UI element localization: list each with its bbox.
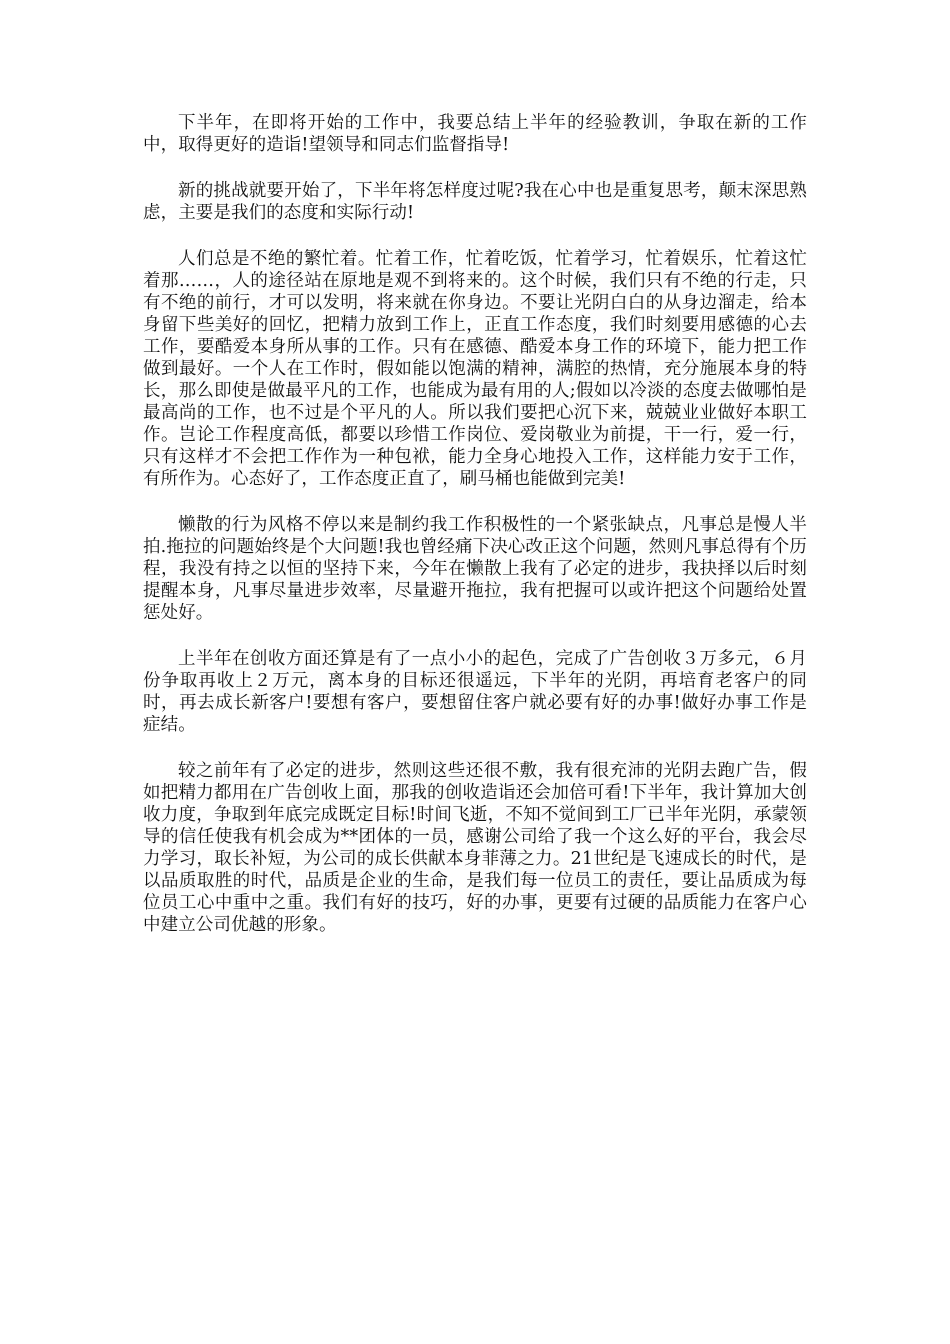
paragraph-4: 懒散的行为风格不停以来是制约我工作积极性的一个紧张缺点，凡事总是慢人半拍.拖拉的问题始终是个大问题!我也曾经痛下决心改正这个问题，然则凡事总得有个历程，我没有持之以恒的坚持下来，今年在懒散上我有了必定的进步，我抉择以后时刻提醒本身，凡事尽量进步效率，尽量避开拖拉，我有把握可以或许把这个问题给处置惩处好。 — [143, 515, 807, 623]
document-page — [143, 112, 807, 960]
paragraph-6: 较之前年有了必定的进步，然则这些还很不敷，我有很充沛的光阴去跑广告，假如把精力都用在广告创收上面，那我的创收造诣还会加倍可看!下半年，我计算加大创收力度，争取到年底完成既定目标!时间飞逝，不知不觉间到工厂已半年光阴，承蒙领导的信任使我有机会成为**团体的一员，感谢公司给了我一个这么好的平台，我会尽力学习，取长补短，为公司的成长供献本身菲薄之力。21世纪是飞速成长的时代，是以品质取胜的时代，品质是企业的生命，是我们每一位员工的责任，要让品质成为每位员工心中重中之重。我们有好的技巧，好的办事，更要有过硬的品质能力在客户心中建立公司优越的形象。 — [143, 761, 807, 935]
paragraph-5: 上半年在创收方面还算是有了一点小小的起色，完成了广告创收３万多元，６月份争取再收上２万元，离本身的目标还很遥远，下半年的光阴，再培育老客户的同时，再去成长新客户!要想有客户，要想留住客户就必要有好的办事!做好办事工作是症结。 — [143, 649, 807, 735]
paragraph-1: 下半年，在即将开始的工作中，我要总结上半年的经验教训，争取在新的工作中，取得更好的造诣!望领导和同志们监督指导! — [143, 113, 807, 155]
paragraph-2: 新的挑战就要开始了，下半年将怎样度过呢?我在心中也是重复思考，颠末深思熟虑，主要是我们的态度和实际行动! — [143, 181, 807, 223]
paragraph-3: 人们总是不绝的繁忙着。忙着工作，忙着吃饭，忙着学习，忙着娱乐，忙着这忙着那……，人的途径站在原地是观不到将来的。这个时候，我们只有不绝的行走，只有不绝的前行，才可以发明，将来就在你身边。不要让光阴白白的从身边溜走，给本身留下些美好的回忆，把精力放到工作上，正直工作态度，我们时刻要用感德的心去工作，要酷爱本身所从事的工作。只有在感德、酷爱本身工作的环境下，能力把工作做到最好。一个人在工作时，假如能以饱满的精神，满腔的热情，充分施展本身的特长，那么即使是做最平凡的工作，也能成为最有用的人;假如以冷淡的态度去做哪怕是最高尚的工作，也不过是个平凡的人。所以我们要把心沉下来，兢兢业业做好本职工作。岂论工作程度高低，都要以珍惜工作岗位、爱岗敬业为前提，干一行，爱一行，只有这样才不会把工作作为一种包袱，能力全身心地投入工作，这样能力安于工作，有所作为。心态好了，工作态度正直了，刷马桶也能做到完美! — [143, 249, 807, 489]
